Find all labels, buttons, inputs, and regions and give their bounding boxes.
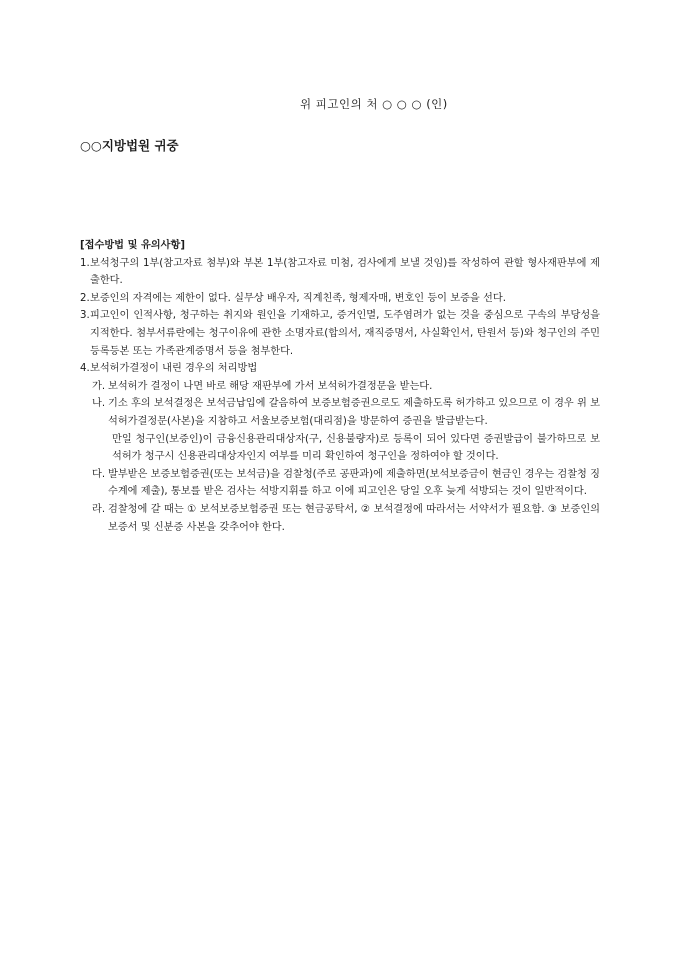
sub-item-number: 라. [92,503,106,515]
item-number: 1. [80,257,90,269]
sub-item-number: 다. [92,468,106,480]
sub-item [92,501,600,536]
sub-item [92,378,600,396]
court-addressee: ○○지방법원 귀중 [80,138,179,153]
item-number: 4. [80,363,90,375]
sub-item-note: 만일 청구인(보증인)이 금융신용관리대상자(구, 신용불량자)로 등록이 되어 있다면 증권발급이 불가하므로 보석허가 청구시 신용관리대상자인지 여부를 미리 확인하여 청구인을 정하여야 할 것이다. [112,433,600,463]
list-item [80,307,600,360]
sub-item-text: 발부받은 보증보험증권(또는 보석금)을 검찰청(주로 공판과)에 제출하면(보석보증금이 현금인 경우는 검찰청 징수계에 제출), 통보를 받은 검사는 석방지휘를 하고 이에 피고인은 당일 오후 늦게 석방되는 것이 일반적이다. [108,468,600,498]
list-item [80,290,600,308]
sub-item-number: 나. [92,398,106,410]
item-number: 3. [80,310,90,322]
list-item [80,360,600,378]
sub-item-text: 기소 후의 보석결정은 보석금납입에 갈음하여 보증보험증권으로도 제출하도록 허가하고 있으므로 이 경우 위 보석허가결정문(사본)을 지참하고 서울보증보험(대리점)을 방문하여 증권을 발급받는다. [108,398,600,427]
sub-item-text: 보석허가 결정이 나면 바로 해당 재판부에 가서 보석허가결정문을 받는다. [108,380,433,392]
item-number: 2. [80,292,90,304]
signer-line: 위 피고인의 처 ○ ○ ○ (인) [300,97,448,111]
sub-item-text: 검찰청에 갈 때는 ① 보석보증보험증권 또는 현금공탁서, ② 보석결정에 따라서는 서약서가 필요함. ③ 보증인의 보증서 및 신분증 사본을 갖추어야 한다. [108,503,600,533]
sub-item [92,395,600,465]
instructions-section [80,237,600,536]
section-title: [접수방법 및 유의사항] [80,240,185,251]
sub-item-number: 가. [92,380,106,392]
list-item [80,255,600,290]
sub-item [92,466,600,501]
item-text: 보증인의 자격에는 제한이 없다. 실무상 배우자, 직계친족, 형제자매, 변호인 등이 보증을 선다. [90,292,506,304]
item-text: 피고인이 인적사항, 청구하는 취지와 원인을 기재하고, 증거인멸, 도주염려가 없는 것을 중심으로 구속의 부당성을 지적한다. 첨부서류란에는 청구이유에 관한 소명자료(합의서, 재직증명서, 사실확인서, 탄원서 등)와 청구인의 주민등록등본 또는 가족관계증명서 등을 첨부한다. [90,310,600,357]
item-text: 보석청구의 1부(참고자료 첨부)와 부본 1부(참고자료 미첨, 검사에게 보낼 것임)를 작성하여 관할 형사재판부에 제출한다. [90,257,600,287]
item-text: 보석허가결정이 내린 경우의 처리방법 [90,363,258,375]
